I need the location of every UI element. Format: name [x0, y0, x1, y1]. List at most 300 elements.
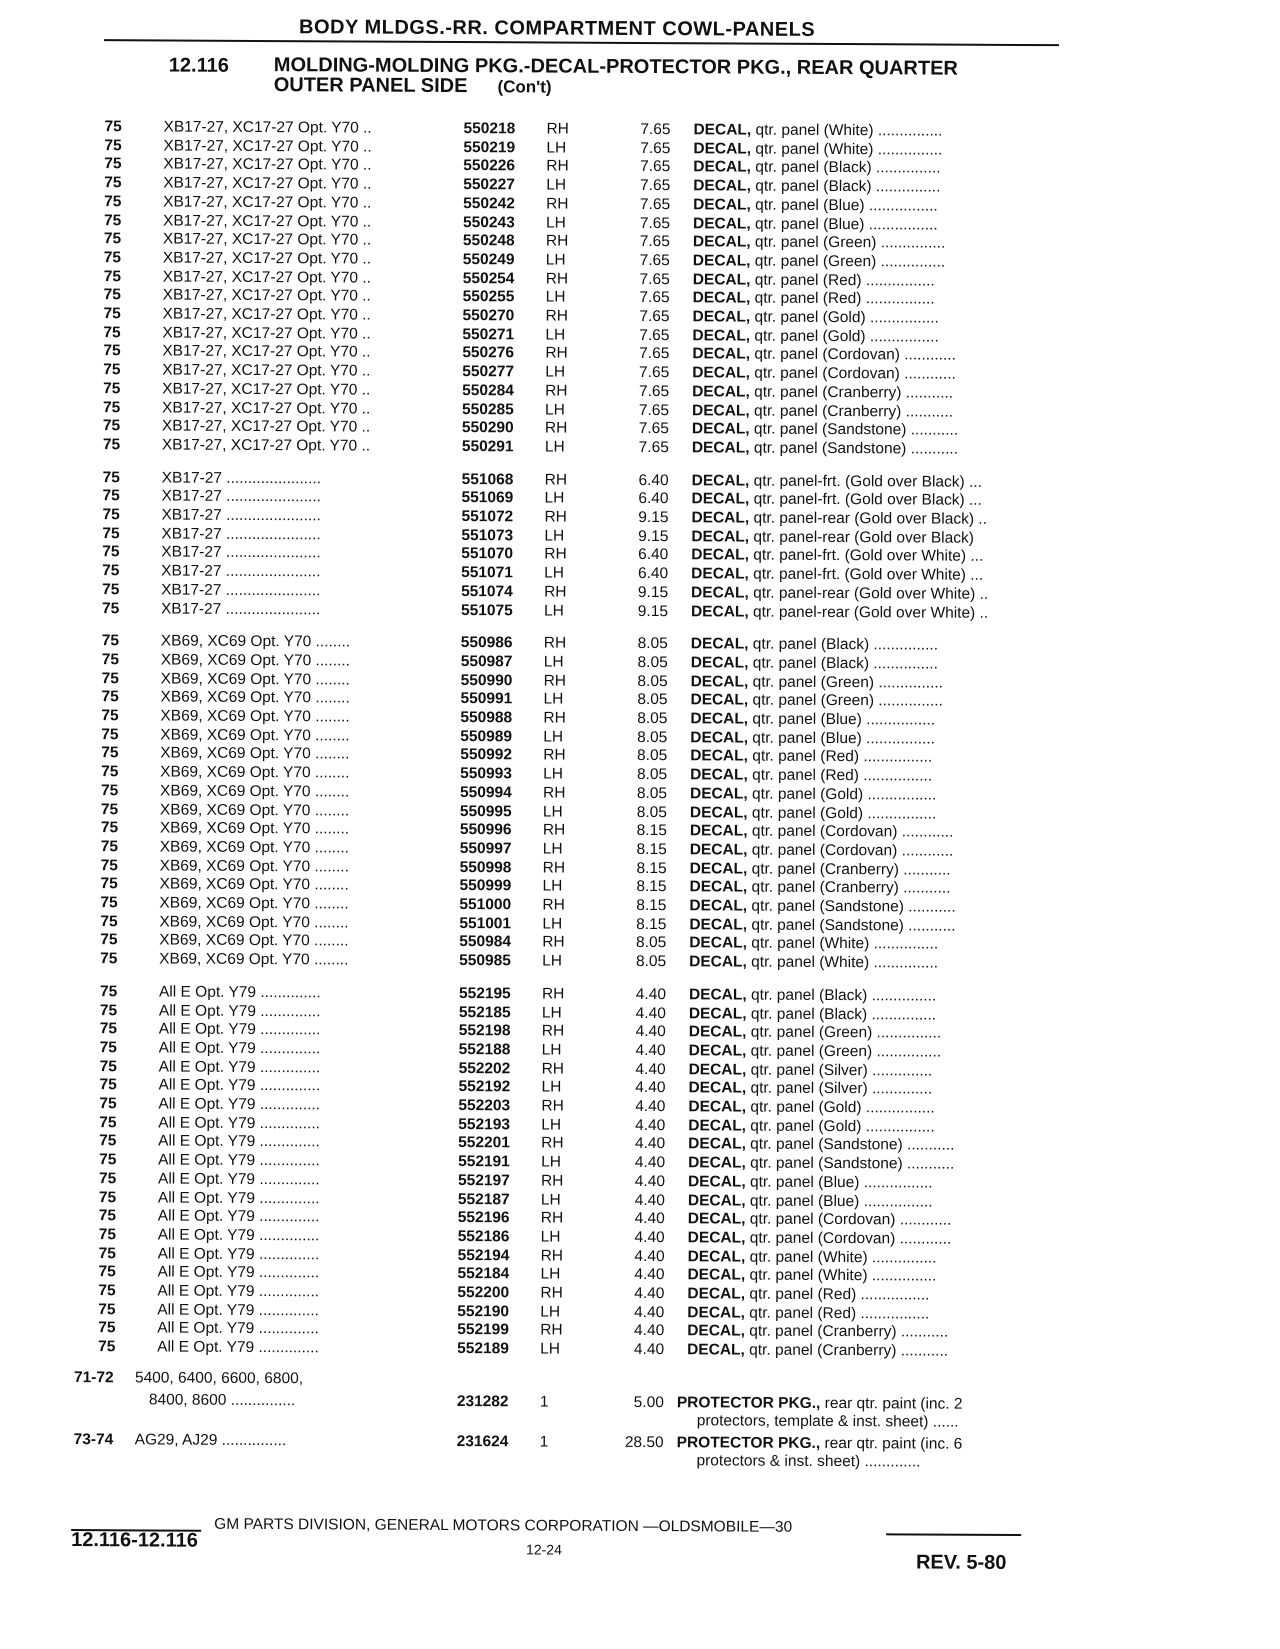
application-cell: XB17-27, XC17-27 Opt. Y70 .. — [163, 174, 372, 193]
description-keyword: DECAL, — [687, 1173, 746, 1191]
part-number-cell: 550989 — [460, 727, 513, 746]
part-number-cell: 550218 — [463, 120, 516, 138]
description-keyword: DECAL, — [692, 233, 751, 251]
price-cell: 7.65 — [640, 120, 671, 139]
description-cell — [691, 602, 1061, 623]
year-cell: 75 — [104, 174, 122, 192]
description-text: qtr. panel-frt. (Gold over White) ... — [748, 565, 984, 584]
description-cell — [691, 672, 1061, 693]
description-text: qtr. panel (Black) ............... — [750, 177, 941, 196]
application-cell: All E Opt. Y79 .............. — [157, 1301, 320, 1320]
description-cell — [690, 784, 1060, 805]
description-text: qtr. panel-frt. (Gold over Black) ... — [749, 490, 982, 510]
description-text: qtr. panel (Blue) ................ — [748, 710, 936, 729]
application-cell: All E Opt. Y79 .............. — [157, 1170, 320, 1189]
description-text: qtr. panel (Blue) ................ — [745, 1173, 933, 1192]
description-cell — [692, 326, 1062, 347]
year-cell: 73-74 — [73, 1430, 114, 1449]
description-cell — [691, 564, 1061, 585]
side-cell: RH — [543, 634, 567, 652]
application-cell: All E Opt. Y79 .............. — [157, 1245, 320, 1263]
application-cell: XB17-27, XC17-27 Opt. Y70 .. — [162, 249, 372, 268]
application-cell: All E Opt. Y79 .............. — [158, 1001, 321, 1020]
part-number-cell: 550290 — [461, 419, 514, 437]
price-cell: 4.40 — [634, 1228, 665, 1247]
description-keyword: DECAL, — [689, 822, 748, 840]
price-cell: 4.40 — [634, 1191, 665, 1209]
part-number-cell: 550991 — [460, 690, 513, 708]
description-cell — [689, 1060, 1059, 1081]
application-cell: All E Opt. Y79 .............. — [157, 1338, 319, 1357]
description-cell — [691, 508, 1061, 529]
application-cell: All E Opt. Y79 .............. — [158, 1132, 320, 1151]
description-cell — [690, 803, 1060, 824]
description-text: qtr. panel (Black) ............... — [750, 158, 941, 177]
description-keyword: DECAL, — [692, 214, 751, 233]
part-number-cell: 550990 — [460, 671, 513, 689]
part-number-cell: 550249 — [462, 250, 515, 269]
part-number-cell: 552197 — [457, 1171, 510, 1190]
year-cell: 75 — [104, 192, 122, 211]
description-cell — [692, 382, 1062, 403]
part-number-cell: 550987 — [460, 652, 513, 671]
application-cell: XB17-27 ...................... — [161, 543, 321, 562]
side-cell: LH — [541, 1003, 562, 1022]
side-cell: LH — [543, 690, 564, 708]
year-cell: 75 — [102, 580, 120, 599]
description-cell — [690, 747, 1060, 768]
description-text: qtr. panel (Sandstone) ........... — [749, 439, 959, 458]
year-cell: 75 — [103, 230, 122, 248]
side-cell: RH — [541, 985, 565, 1003]
description-keyword: DECAL, — [693, 177, 751, 195]
description-cell — [687, 1303, 1057, 1324]
application-cell: All E Opt. Y79 .............. — [157, 1226, 320, 1245]
description-text: qtr. panel (Cordovan) ............ — [745, 1229, 952, 1248]
description-cell — [693, 251, 1063, 272]
section-title — [274, 55, 958, 100]
description-keyword: DECAL, — [691, 471, 750, 490]
application-cell: XB17-27 ...................... — [161, 525, 321, 544]
description-keyword: DECAL, — [688, 1154, 746, 1172]
part-number-cell: 550255 — [462, 288, 515, 306]
application-cell: XB17-27, XC17-27 Opt. Y70 .. — [162, 398, 371, 418]
year-cell: 75 — [98, 1300, 116, 1318]
application-cell: XB17-27 ...................... — [161, 562, 321, 581]
description-keyword: DECAL, — [691, 546, 750, 564]
year-cell: 75 — [100, 838, 119, 856]
part-number-cell: 552193 — [458, 1115, 511, 1134]
year-cell: 75 — [100, 912, 118, 930]
side-cell: RH — [543, 672, 567, 690]
description-keyword: DECAL, — [691, 527, 750, 546]
side-cell: RH — [542, 821, 566, 839]
description-cell — [691, 653, 1061, 674]
application-cell: XB69, XC69 Opt. Y70 ........ — [160, 707, 350, 726]
description-text: qtr. panel (Red) ................ — [750, 289, 935, 308]
application-cell: All E Opt. Y79 .............. — [157, 1263, 320, 1282]
description-keyword: DECAL, — [688, 1079, 747, 1097]
year-cell: 75 — [102, 543, 120, 561]
description-cell — [693, 195, 1063, 216]
price-cell: 7.65 — [639, 289, 670, 307]
year-cell: 75 — [98, 1282, 116, 1300]
section-title-line1: MOLDING-MOLDING PKG.-DECAL-PROTECTOR PKG., REAR QUARTER — [273, 54, 958, 80]
price-cell: 8.05 — [636, 803, 667, 821]
year-cell: 75 — [99, 1020, 118, 1038]
description-cell — [689, 934, 1059, 955]
description-cell — [688, 1228, 1058, 1249]
part-number-cell: 550285 — [462, 400, 514, 418]
price-cell: 8.05 — [636, 784, 668, 802]
description-cont-cell: protectors, template & inst. sheet) ...... — [696, 1412, 959, 1431]
year-cell: 75 — [100, 875, 118, 893]
side-cell: RH — [544, 583, 567, 601]
description-text: qtr. panel (Green) ............... — [750, 233, 946, 252]
description-cell — [692, 363, 1062, 384]
price-cell: 9.15 — [637, 583, 669, 601]
year-cell: 75 — [102, 487, 120, 505]
description-keyword: DECAL, — [691, 439, 750, 457]
description-keyword: DECAL, — [688, 1023, 747, 1041]
side-cell: LH — [545, 251, 566, 269]
price-cell: 4.40 — [634, 1247, 665, 1265]
year-cell: 75 — [103, 379, 121, 398]
price-cell: 8.15 — [636, 878, 667, 896]
part-number-cell: 552196 — [457, 1209, 510, 1227]
part-number-cell: 550243 — [462, 213, 515, 231]
year-cell: 75 — [98, 1169, 117, 1188]
year-cell: 75 — [103, 342, 121, 360]
price-cell: 8.15 — [636, 859, 667, 877]
side-cell: LH — [541, 1116, 562, 1134]
description-text: qtr. panel (Sandstone) ........... — [749, 420, 959, 439]
description-text: qtr. panel (Green) ............... — [748, 673, 944, 692]
year-cell: 75 — [99, 1039, 117, 1057]
application-cell: All E Opt. Y79 .............. — [157, 1207, 320, 1226]
price-cell: 4.40 — [634, 1154, 666, 1172]
part-number-cell: 550242 — [463, 194, 515, 213]
application-cell: XB17-27 ...................... — [161, 469, 322, 487]
description-text: qtr. panel (Cranberry) ........... — [747, 878, 951, 897]
application-cell: XB17-27, XC17-27 Opt. Y70 .. — [162, 380, 371, 399]
part-number-cell: 551072 — [461, 508, 514, 526]
price-cell: 7.65 — [638, 420, 669, 438]
description-keyword: DECAL, — [691, 420, 750, 438]
description-cell — [689, 896, 1059, 917]
description-cell — [689, 1041, 1059, 1062]
price-cell: 8.15 — [636, 822, 667, 840]
part-number-cell: 550248 — [462, 232, 515, 250]
year-cell: 75 — [100, 894, 118, 912]
side-cell: LH — [543, 765, 564, 783]
description-keyword: DECAL, — [688, 1004, 747, 1023]
year-cell: 75 — [99, 1057, 117, 1075]
year-cell: 75 — [101, 651, 120, 669]
price-cell: 4.40 — [633, 1341, 665, 1359]
year-cell: 75 — [101, 632, 120, 650]
price-cell: 7.65 — [640, 177, 671, 195]
price-cell: 7.65 — [638, 401, 670, 419]
application-cell: XB17-27 ...................... — [160, 599, 321, 618]
description-keyword: DECAL, — [692, 252, 751, 270]
price-cell: 8.15 — [636, 915, 667, 933]
year-cell: 75 — [101, 763, 119, 781]
year-cell: 75 — [102, 417, 121, 435]
price-cell: 7.65 — [638, 382, 670, 400]
application-cell: XB69, XC69 Opt. Y70 ........ — [160, 763, 350, 782]
description-text: qtr. panel (Silver) .............. — [746, 1061, 933, 1080]
description-keyword: DECAL, — [690, 672, 749, 691]
price-cell: 28.50 — [624, 1433, 664, 1451]
side-cell: RH — [543, 746, 566, 765]
description-text: qtr. panel (Sandstone) ........... — [747, 916, 956, 935]
part-number-cell: 231624 — [456, 1432, 509, 1451]
description-keyword: DECAL, — [690, 766, 748, 784]
side-cell: LH — [545, 363, 566, 381]
side-cell: RH — [541, 1022, 565, 1040]
description-keyword: DECAL, — [693, 139, 752, 158]
year-cell: 75 — [104, 118, 122, 136]
part-number-cell: 550270 — [462, 307, 515, 325]
part-number-cell: 551070 — [461, 545, 514, 563]
description-cell — [688, 1172, 1058, 1193]
application-cell: XB69, XC69 Opt. Y70 ........ — [159, 800, 350, 819]
side-cell: RH — [544, 419, 568, 437]
side-cell: RH — [545, 307, 568, 325]
price-cell: 4.40 — [634, 1322, 665, 1340]
side-cell: RH — [540, 1284, 563, 1302]
description-cell — [689, 985, 1059, 1006]
side-cell: RH — [544, 545, 567, 564]
part-number-cell: 550254 — [462, 269, 515, 287]
year-cell: 75 — [101, 688, 119, 706]
price-cell: 4.40 — [635, 1060, 666, 1078]
side-cell: LH — [540, 1303, 561, 1321]
description-text: qtr. panel (Cordovan) ............ — [747, 841, 954, 860]
application-cell: XB17-27, XC17-27 Opt. Y70 .. — [162, 230, 372, 249]
description-cell — [688, 1153, 1058, 1174]
description-text: qtr. panel (Cordovan) ............ — [749, 345, 956, 365]
description-cell — [693, 176, 1063, 197]
application-cell: All E Opt. Y79 .............. — [158, 983, 321, 1002]
year-cell: 75 — [103, 249, 122, 267]
price-cell: 9.15 — [638, 508, 669, 527]
side-cell: RH — [540, 1321, 563, 1339]
description-keyword: DECAL, — [690, 747, 748, 765]
part-number-cell: 550276 — [462, 344, 515, 362]
price-cell: 4.40 — [634, 1172, 666, 1190]
description-text: qtr. panel (Gold) ................ — [750, 327, 939, 346]
price-cell: 4.40 — [635, 1097, 666, 1116]
side-cell: RH — [542, 896, 565, 914]
side-cell: LH — [544, 564, 565, 582]
description-keyword: DECAL, — [690, 654, 749, 672]
description-text: qtr. panel (Black) ............... — [746, 1005, 937, 1024]
part-number-cell: 550993 — [460, 765, 512, 783]
part-number-cell: 551071 — [461, 564, 513, 582]
description-keyword: DECAL, — [693, 158, 752, 176]
side-cell: LH — [540, 1190, 561, 1209]
year-cell: 75 — [103, 305, 121, 323]
side-cell: RH — [546, 120, 569, 138]
part-number-cell: 550996 — [459, 821, 512, 839]
side-cell: RH — [542, 859, 566, 877]
price-cell: 7.65 — [640, 139, 671, 157]
year-cell: 75 — [99, 1151, 117, 1169]
price-cell: 7.65 — [640, 158, 671, 176]
part-number-cell: 550999 — [459, 877, 512, 895]
part-number-cell: 550271 — [462, 325, 515, 344]
price-cell: 8.05 — [636, 934, 667, 952]
description-keyword: DECAL, — [687, 1210, 746, 1228]
description-text: qtr. panel (Black) ............... — [748, 654, 938, 673]
application-cell: AG29, AJ29 ............... — [134, 1431, 287, 1449]
description-text: qtr. panel (Blue) ................ — [750, 196, 938, 215]
part-number-cell: 550226 — [463, 157, 516, 175]
description-keyword: DECAL, — [687, 1285, 746, 1303]
side-cell: RH — [540, 1209, 564, 1227]
application-cell: XB17-27, XC17-27 Opt. Y70 .. — [162, 324, 371, 343]
year-cell: 75 — [101, 669, 119, 687]
year-cell: 75 — [99, 1113, 117, 1131]
description-keyword: DECAL, — [690, 710, 749, 728]
description-keyword: DECAL, — [690, 691, 749, 709]
part-number-cell: 550219 — [463, 138, 516, 157]
application-cell: All E Opt. Y79 .............. — [158, 1058, 321, 1076]
application-cell: XB69, XC69 Opt. Y70 ........ — [159, 913, 349, 932]
year-cell: 75 — [98, 1263, 116, 1281]
part-number-cell: 550227 — [463, 176, 515, 194]
description-text: qtr. panel-rear (Gold over Black) .. — [749, 509, 987, 528]
price-cell: 6.40 — [638, 546, 669, 564]
description-cell — [689, 1022, 1059, 1043]
application-cell: XB69, XC69 Opt. Y70 ........ — [160, 632, 351, 651]
application-cell: XB69, XC69 Opt. Y70 ........ — [159, 857, 349, 876]
description-cell — [688, 1209, 1058, 1230]
year-cell: 75 — [102, 506, 120, 524]
description-cell — [693, 289, 1063, 310]
part-number-cell: 551068 — [461, 470, 514, 488]
price-cell: 8.15 — [636, 896, 667, 915]
description-keyword: DECAL, — [688, 1042, 747, 1060]
description-text: qtr. panel (Blue) ................ — [750, 215, 938, 234]
year-cell: 75 — [103, 286, 121, 304]
side-cell: RH — [541, 1097, 564, 1115]
application-cell: XB17-27, XC17-27 Opt. Y70 .. — [162, 342, 371, 361]
footer-division: GM PARTS DIVISION, GENERAL MOTORS CORPORATION —OLDSMOBILE—30 — [214, 1515, 793, 1536]
description-text: qtr. panel (Cranberry) ........... — [747, 860, 951, 879]
price-cell: 6.40 — [637, 565, 669, 583]
year-cell: 75 — [104, 155, 122, 173]
application-cell: XB17-27 ...................... — [161, 581, 321, 600]
side-cell: LH — [544, 438, 565, 456]
quantity-cell: 1 — [539, 1433, 549, 1451]
description-keyword: DECAL, — [689, 878, 748, 896]
part-number-cell: 550284 — [462, 381, 514, 400]
price-cell: 4.40 — [634, 1303, 665, 1321]
description-text: qtr. panel (Cranberry) ........... — [749, 402, 954, 421]
description-text: qtr. panel (Red) ................ — [747, 766, 933, 785]
side-cell: RH — [540, 1172, 564, 1190]
description-text: qtr. panel (Gold) ................ — [747, 804, 937, 823]
description-keyword: DECAL, — [691, 490, 750, 508]
description-cell — [691, 583, 1061, 604]
description-keyword: DECAL, — [687, 1191, 746, 1210]
description-cell — [692, 401, 1062, 422]
part-number-cell: 552190 — [457, 1302, 510, 1321]
description-cell — [691, 527, 1061, 548]
description-cell — [692, 307, 1062, 328]
description-keyword: DECAL, — [692, 289, 751, 307]
description-cell — [690, 691, 1060, 712]
application-cell: XB69, XC69 Opt. Y70 ........ — [159, 875, 349, 894]
price-cell: 4.40 — [635, 1116, 666, 1134]
description-keyword: DECAL, — [693, 196, 751, 214]
description-cell — [688, 1247, 1058, 1268]
part-number-cell: 550997 — [459, 839, 512, 858]
application-cell: All E Opt. Y79 .............. — [157, 1319, 319, 1338]
description-cell — [693, 120, 1063, 141]
side-cell: LH — [544, 527, 565, 545]
part-number-cell: 550986 — [460, 634, 513, 652]
description-text: qtr. panel (Red) ................ — [747, 747, 933, 766]
side-cell: LH — [542, 952, 563, 970]
table-row — [0, 1367, 1277, 1393]
description-text: qtr. panel (Cordovan) ............ — [749, 364, 956, 383]
year-cell: 75 — [100, 800, 119, 818]
part-number-cell: 552195 — [458, 984, 511, 1003]
application-cell: All E Opt. Y79 .............. — [158, 1020, 321, 1039]
price-cell: 6.40 — [638, 490, 669, 508]
year-cell: 75 — [99, 982, 118, 1001]
description-text: qtr. panel (White) ............... — [751, 121, 943, 140]
description-text: qtr. panel (Cranberry) ........... — [744, 1341, 949, 1360]
part-number-cell: 550277 — [462, 363, 515, 381]
description-text: qtr. panel (Sandstone) ........... — [745, 1154, 955, 1173]
description-text: qtr. panel (Green) ............... — [748, 691, 943, 710]
part-number-cell: 551000 — [459, 896, 512, 914]
footer-rule-right — [886, 1533, 1021, 1536]
description-keyword: DECAL, — [690, 728, 749, 747]
description-text: qtr. panel (Cordovan) ............ — [745, 1210, 952, 1229]
description-cell — [692, 438, 1062, 459]
description-text: qtr. panel (Blue) ................ — [745, 1192, 933, 1211]
description-keyword: DECAL, — [687, 1266, 746, 1284]
part-number-cell: 551075 — [460, 601, 513, 619]
application-cell: XB69, XC69 Opt. Y70 ........ — [159, 950, 349, 969]
description-cell — [691, 546, 1061, 567]
description-cell — [687, 1340, 1057, 1361]
side-cell: RH — [544, 508, 567, 526]
part-number-cell: 552187 — [457, 1190, 510, 1208]
description-keyword: DECAL, — [689, 785, 748, 803]
application-cell: XB69, XC69 Opt. Y70 ........ — [159, 894, 349, 913]
part-number-cell: 552188 — [458, 1040, 511, 1059]
price-cell: 9.15 — [637, 602, 669, 620]
application-cell: XB17-27, XC17-27 Opt. Y70 .. — [161, 436, 371, 455]
description-cell — [689, 1004, 1059, 1025]
side-cell: RH — [542, 784, 566, 802]
description-keyword: DECAL, — [692, 270, 751, 289]
footer-page-number: 12-24 — [526, 1541, 562, 1558]
application-cell: XB69, XC69 Opt. Y70 ........ — [159, 782, 350, 801]
description-keyword: DECAL, — [687, 1247, 746, 1266]
description-keyword: DECAL, — [688, 986, 747, 1004]
description-cell — [692, 345, 1062, 366]
description-cell — [688, 1135, 1058, 1156]
application-cell: XB17-27 ...................... — [161, 487, 322, 506]
